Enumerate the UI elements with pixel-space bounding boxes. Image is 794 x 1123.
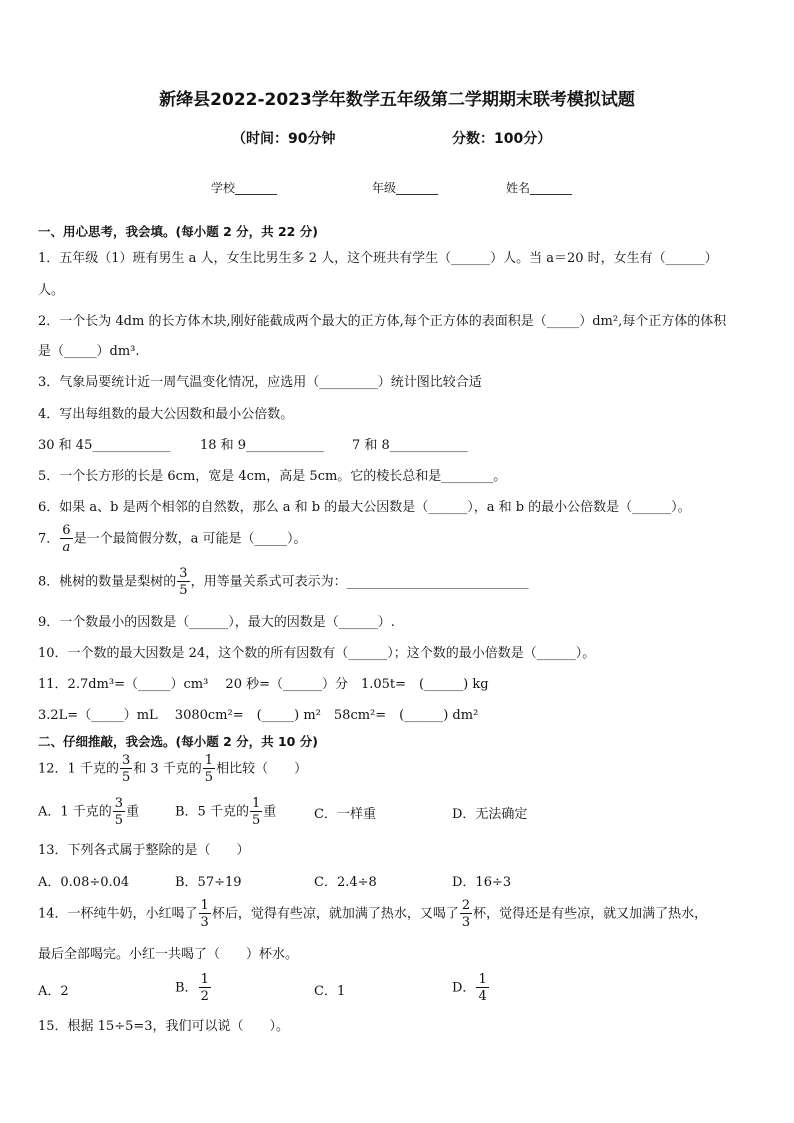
fraction: $\frac{6}{a}$: [62, 523, 71, 555]
question-11-line2: 3.2L=（_____）mL 3080cm²= (_____) m² 58cm²= (______) dm²: [38, 708, 479, 723]
fraction: $\frac{3}{5}$: [114, 796, 124, 828]
grade-field: 年级_______: [372, 181, 439, 195]
section-2-title: 二、仔细推敲，我会选。(每小题 2 分，共 10 分): [38, 734, 318, 749]
exam-score: 分数：100分）: [452, 131, 552, 147]
question-11-line1: 11．2.7dm³=（_____）cm³ 20 秒=（______）分 1.05t= (______) kg: [38, 677, 489, 692]
question-12-option-b: B．5 千克的 $\frac{1}{5}$ 重: [175, 796, 277, 828]
question-2-line1: 2．一个长为 4dm 的长方体木块,刚好能截成两个最大的正方体,每个正方体的表面积是（_____）dm²,每个正方体的体积: [38, 314, 727, 329]
question-6: 6．如果 a、b 是两个相邻的自然数，那么 a 和 b 的最大公因数是（______），a 和 b 的最小公倍数是（______）。: [38, 500, 691, 515]
question-9: 9．一个数最小的因数是（______），最大的因数是（______）.: [38, 615, 395, 630]
question-15: 15．根据 15÷5=3，我们可以说（ ）。: [38, 1019, 290, 1034]
fraction: $\frac{2}{3}$: [461, 898, 471, 930]
question-4-c: 7 和 8____________: [352, 438, 468, 453]
question-13-option-b: B．57÷19: [175, 875, 242, 890]
question-13-option-a: A．0.08÷0.04: [38, 875, 130, 890]
question-7-post: 是一个最简假分数，a 可能是（_____）。: [73, 531, 307, 547]
fraction: $\frac{1}{2}$: [200, 972, 209, 1004]
section-1-title: 一、用心思考，我会填。(每小题 2 分，共 22 分): [38, 224, 318, 239]
question-10: 10．一个数的最大因数是 24，这个数的所有因数有（______）；这个数的最小倍数是（______）。: [38, 646, 596, 661]
question-12-option-c: C．一样重: [314, 807, 376, 822]
school-field: 学校_______: [211, 181, 278, 195]
question-4-b: 18 和 9____________: [200, 438, 325, 453]
question-14-line2: 最后全部喝完。小红一共喝了（ ）杯水。: [38, 947, 299, 962]
question-7-pre: 7．: [38, 531, 60, 547]
question-14-option-b: B． $\frac{1}{2}$: [175, 972, 209, 1004]
question-1-line2: 人。: [38, 283, 65, 298]
fraction: $\frac{3}{5}$: [179, 566, 188, 598]
exam-time: （时间：90分钟: [232, 131, 336, 147]
question-12-option-d: D．无法确定: [452, 807, 528, 822]
fraction: $\frac{1}{5}$: [251, 796, 261, 828]
question-14-option-c: C．1: [314, 984, 346, 999]
question-5: 5．一个长方形的长是 6cm，宽是 4cm，高是 5cm。它的棱长总和是________。: [38, 469, 507, 484]
question-4-a: 30 和 45____________: [38, 438, 171, 453]
question-14-option-d: D． $\frac{1}{4}$: [452, 972, 487, 1004]
fraction: $\frac{1}{3}$: [200, 898, 209, 930]
question-8: 8．桃树的数量是梨树的 $\frac{3}{5}$ ，用等量关系式可表示为：____________________________: [38, 566, 529, 598]
name-field: 姓名_______: [506, 181, 573, 195]
question-13-stem: 13．下列各式属于整除的是（ ）: [38, 843, 250, 858]
question-7: [38, 524, 306, 554]
page-title: 新绛县2022-2023学年数学五年级第二学期期末联考模拟试题: [159, 90, 635, 110]
question-14-option-a: A．2: [38, 984, 69, 999]
fraction: $\frac{1}{4}$: [478, 972, 487, 1004]
question-14-line1: 14．一杯纯牛奶，小红喝了 $\frac{1}{3}$ 杯后，觉得有些凉，就加满了热水，又喝了 $\frac{2}{3}$ 杯，觉得还是有些凉，就又加满了热水，: [38, 898, 708, 930]
question-12-option-a: A．1 千克的 $\frac{3}{5}$ 重: [38, 796, 140, 828]
question-13-option-c: C．2.4÷8: [314, 875, 377, 890]
question-3: 3．气象局要统计近一周气温变化情况，应选用（_________）统计图比较合适: [38, 375, 482, 390]
question-12-stem: 12．1 千克的 $\frac{3}{5}$ 和 3 千克的 $\frac{1}{5}$ 相比较（ ）: [38, 753, 308, 785]
question-2-line2: 是（_____）dm³.: [38, 344, 140, 359]
fraction: $\frac{1}{5}$: [204, 753, 214, 785]
fraction: $\frac{3}{5}$: [121, 753, 131, 785]
question-13-option-d: D．16÷3: [452, 875, 512, 890]
question-4-stem: 4．写出每组数的最大公因数和最小公倍数。: [38, 407, 294, 422]
question-1-line1: 1．五年级（1）班有男生 a 人，女生比男生多 2 人，这个班共有学生（______）人。当 a＝20 时，女生有（______）: [38, 251, 718, 266]
